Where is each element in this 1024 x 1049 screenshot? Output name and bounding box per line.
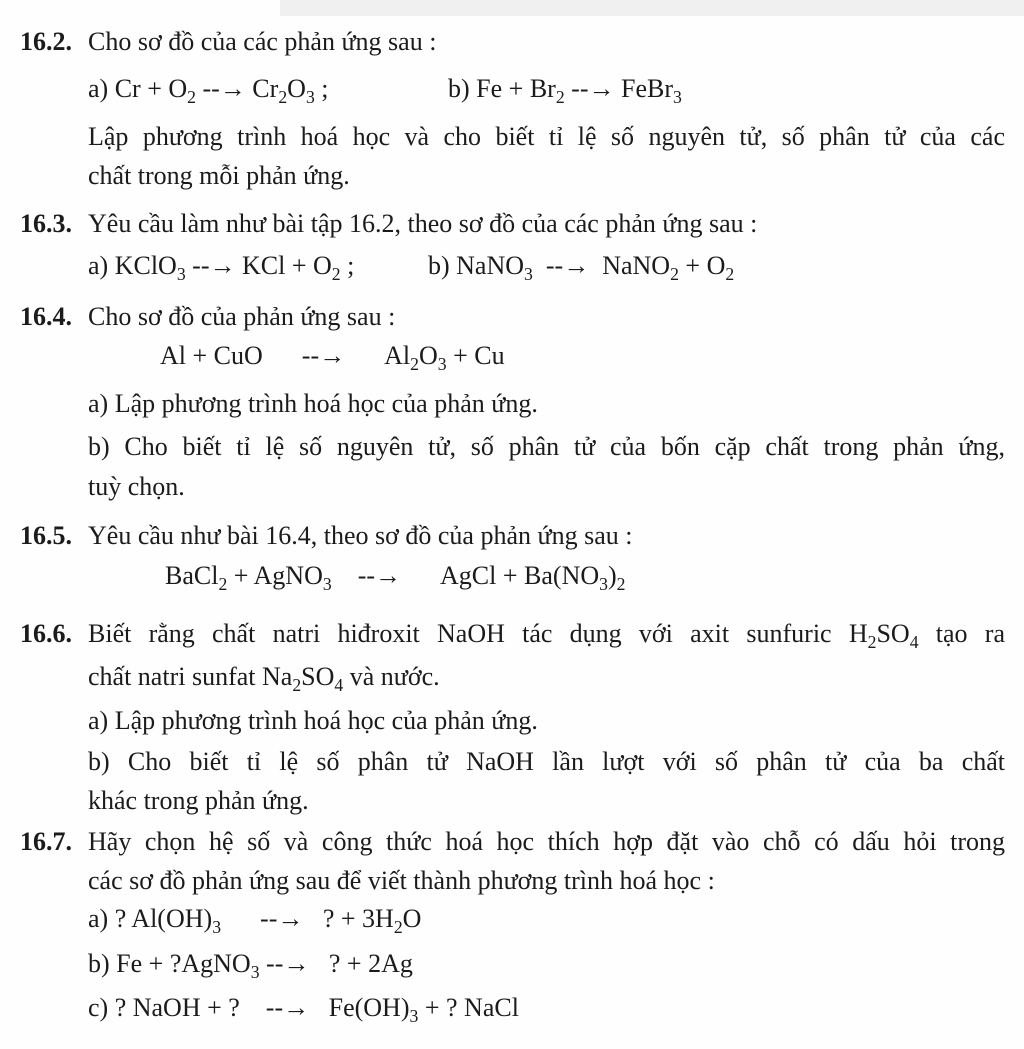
problem-16-2-body-line-2: chất trong mỗi phản ứng. [88, 161, 350, 190]
problem-16-6-item-a: a) Lập phương trình hoá học của phản ứng. [88, 706, 538, 735]
problem-16-6-heading-line-2: chất natri sunfat $Na_2SO_4$ và nước. [88, 662, 440, 696]
problem-16-6-item-b-line-1: b) Cho biết tỉ lệ số phân tử NaOH lần lượt với số phân tử của ba chất [88, 747, 1005, 776]
problem-16-2-equation-b: b) $Fe + Br_2$ --→ FeBr$_3$ [448, 74, 682, 108]
problem-16-6-number: 16.6. [20, 619, 72, 648]
problem-16-7-equation-a: a) ? $Al(OH)_3$ --→ ? + $3H_2O$ [88, 904, 422, 938]
problem-16-6-item-b-line-2: khác trong phản ứng. [88, 786, 309, 815]
problem-16-4-heading: Cho sơ đồ của phản ứng sau : [88, 302, 396, 331]
problem-16-2-body-line-1: Lập phương trình hoá học và cho biết tỉ lệ số nguyên tử, số phân tử của các [88, 122, 1005, 151]
problem-16-2-number: 16.2. [20, 27, 72, 56]
problem-16-3-heading: Yêu cầu làm như bài tập 16.2, theo sơ đồ của các phản ứng sau : [88, 209, 758, 238]
problem-16-7-heading-line-2: các sơ đồ phản ứng sau để viết thành phương trình hoá học : [88, 866, 715, 895]
problem-16-6-heading-text-1: Biết rằng chất natri hiđroxit NaOH tác dụng với axit sunfuric $H_2SO_4$ tạo ra [88, 619, 1005, 653]
problem-16-4-item-b-line-2: tuỳ chọn. [88, 472, 185, 501]
problem-16-7-heading-line-1 [20, 825, 1005, 859]
problem-16-3-number: 16.3. [20, 209, 72, 238]
problem-16-7-equation-b: b) Fe + ?AgNO$_3$ --→ ? + 2Ag [88, 949, 413, 983]
problem-16-2-heading-line [20, 25, 436, 59]
problem-16-2-equation-a: a) $Cr + O_2$ --→ $Cr_2O_3$ ; [88, 74, 329, 108]
problem-16-4-heading-line [20, 300, 395, 334]
problem-16-7-number: 16.7. [20, 827, 72, 856]
problem-16-2-heading: Cho sơ đồ của các phản ứng sau : [88, 27, 437, 56]
problem-16-7-heading-text-1: Hãy chọn hệ số và công thức hoá học thích hợp đặt vào chỗ có dấu hỏi trong [88, 827, 1005, 856]
problem-16-3-equation-b: b) NaNO$_3$ --→ NaNO$_2$ + $O_2$ [428, 251, 735, 285]
problem-16-3-equation-a: a) KClO$_3$ --→ KCl + $O_2$ ; [88, 251, 355, 285]
problem-16-5-heading: Yêu cầu như bài 16.4, theo sơ đồ của phản ứng sau : [88, 521, 633, 550]
problem-16-4-item-a: a) Lập phương trình hoá học của phản ứng. [88, 389, 538, 418]
problem-16-4-equation: Al + CuO --→ $Al_2O_3 + Cu$ [160, 341, 505, 375]
problem-16-4-number: 16.4. [20, 302, 72, 331]
problem-16-5-heading-line [20, 519, 632, 553]
scan-edge-artifact [280, 0, 1024, 16]
problem-16-5-number: 16.5. [20, 521, 72, 550]
problem-16-4-item-b-line-1: b) Cho biết tỉ lệ số nguyên tử, số phân tử của bốn cặp chất trong phản ứng, [88, 432, 1005, 461]
problem-16-3-heading-line [20, 207, 757, 241]
problem-16-7-equation-c: c) ? NaOH + ? --→ $Fe(OH)_3$ + ? NaCl [88, 993, 519, 1027]
problem-16-6-heading-line-1 [20, 617, 1005, 659]
problem-16-5-equation: BaCl$_2$ + AgNO$_3$ --→ AgCl + $Ba(NO_3)_2$ [165, 561, 626, 595]
